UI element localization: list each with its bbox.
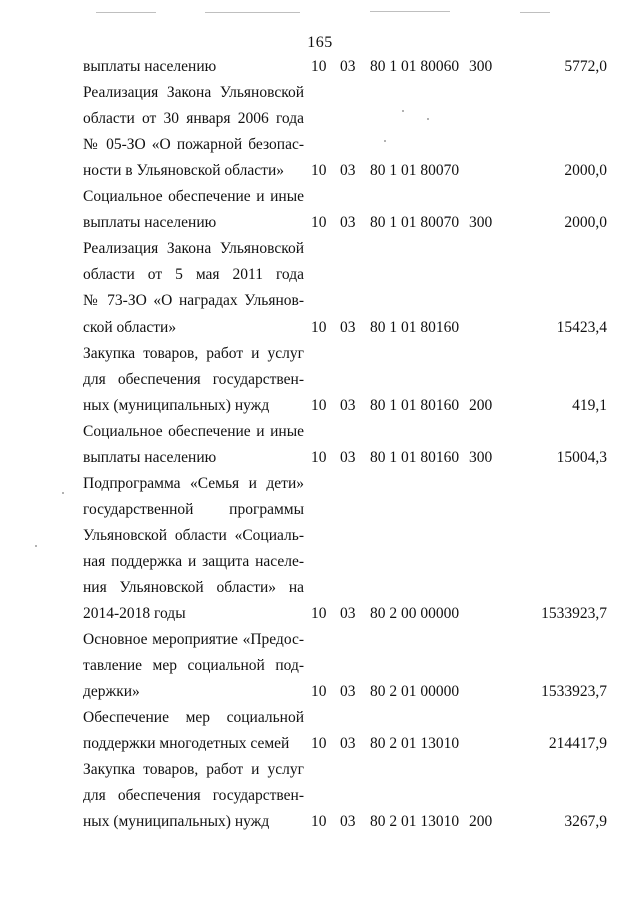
row-description: области от 5 мая 2011 года xyxy=(83,266,304,284)
scan-artifact xyxy=(96,12,156,13)
scan-artifact xyxy=(520,12,550,13)
row-description: Реализация Закона Ульяновской xyxy=(83,84,304,102)
subsection-code: 03 xyxy=(340,58,356,75)
row-description: для обеспечения государствен- xyxy=(83,370,304,388)
row-description: ности в Ульяновской области» xyxy=(83,162,284,180)
row-description: Подпрограмма «Семья и дети» xyxy=(83,474,304,492)
amount-value: 214417,9 xyxy=(548,735,607,753)
row-description: выплаты населению xyxy=(83,214,217,232)
table-row xyxy=(0,83,640,109)
target-article-code: 80 2 01 00000 xyxy=(370,683,460,701)
subsection-code: 03 xyxy=(340,318,356,336)
subsection-code: 03 xyxy=(340,448,356,466)
row-description: тавление мер социальной под- xyxy=(83,657,304,675)
row-description: государственной программы xyxy=(83,500,304,518)
table-row xyxy=(0,682,640,708)
row-description: выплаты населению xyxy=(83,58,217,75)
target-article-code: 80 2 00 00000 xyxy=(370,605,460,623)
table-row xyxy=(0,135,640,161)
target-article-code: 80 2 01 13010 xyxy=(370,813,460,831)
target-article-code: 80 1 01 80070 xyxy=(370,214,460,232)
table-row xyxy=(0,265,640,291)
expense-type-code: 300 xyxy=(469,58,493,75)
table-row xyxy=(0,474,640,500)
target-article-code: 80 1 01 80160 xyxy=(370,318,460,336)
subsection-code: 03 xyxy=(340,735,356,753)
table-row xyxy=(0,578,640,604)
table-row xyxy=(0,552,640,578)
row-description: 2014-2018 годы xyxy=(83,605,186,623)
row-description: держки» xyxy=(83,683,140,701)
section-code: 10 xyxy=(311,605,327,623)
table-row xyxy=(0,291,640,317)
subsection-code: 03 xyxy=(340,683,356,701)
table-row xyxy=(0,161,640,187)
section-code: 10 xyxy=(311,162,327,180)
scan-artifact xyxy=(205,12,300,13)
row-description: Основное мероприятие «Предос- xyxy=(83,631,304,649)
amount-value: 1533923,7 xyxy=(541,683,607,701)
table-row xyxy=(0,370,640,396)
table-row xyxy=(0,734,640,760)
row-description: Закупка товаров, работ и услуг xyxy=(83,344,304,362)
table-row xyxy=(0,500,640,526)
table-row xyxy=(0,187,640,213)
subsection-code: 03 xyxy=(340,605,356,623)
row-description: ской области» xyxy=(83,318,177,336)
row-description: ная поддержка и защита населе- xyxy=(83,552,304,570)
table-row xyxy=(0,422,640,448)
row-description: Ульяновской области «Социаль- xyxy=(83,526,304,544)
section-code: 10 xyxy=(311,683,327,701)
row-description: Закупка товаров, работ и услуг xyxy=(83,761,304,779)
subsection-code: 03 xyxy=(340,396,356,414)
expense-type-code: 200 xyxy=(469,396,493,414)
row-description: Обеспечение мер социальной xyxy=(83,709,304,727)
section-code: 10 xyxy=(311,735,327,753)
expense-type-code: 200 xyxy=(469,813,493,831)
table-row xyxy=(0,604,640,630)
amount-value: 1533923,7 xyxy=(541,605,607,623)
target-article-code: 80 1 01 80160 xyxy=(370,396,460,414)
amount-value: 2000,0 xyxy=(564,162,607,180)
table-row xyxy=(0,448,640,474)
table-row xyxy=(0,656,640,682)
table-row xyxy=(0,318,640,344)
target-article-code: 80 2 01 13010 xyxy=(370,735,460,753)
table-row xyxy=(0,396,640,422)
target-article-code: 80 1 01 80160 xyxy=(370,448,460,466)
target-article-code: 80 1 01 80070 xyxy=(370,162,460,180)
amount-value: 5772,0 xyxy=(564,58,607,75)
row-description: поддержки многодетных семей xyxy=(83,735,290,753)
subsection-code: 03 xyxy=(340,162,356,180)
row-description: ния Ульяновской области» на xyxy=(83,579,304,596)
table-row xyxy=(0,708,640,734)
row-description: выплаты населению xyxy=(83,448,217,466)
amount-value: 15423,4 xyxy=(556,318,607,336)
section-code: 10 xyxy=(311,214,327,232)
table-row xyxy=(0,57,640,83)
section-code: 10 xyxy=(311,58,327,75)
scan-artifact xyxy=(370,11,450,12)
target-article-code: 80 1 01 80060 xyxy=(370,58,460,75)
table-row xyxy=(0,239,640,265)
row-description: Социальное обеспечение и иные xyxy=(83,188,304,206)
subsection-code: 03 xyxy=(340,813,356,831)
row-description: ных (муниципальных) нужд xyxy=(83,396,270,414)
section-code: 10 xyxy=(311,318,327,336)
table-row xyxy=(0,812,640,838)
row-description: для обеспечения государствен- xyxy=(83,787,304,805)
row-description: Реализация Закона Ульяновской xyxy=(83,240,304,258)
row-description: ных (муниципальных) нужд xyxy=(83,813,270,831)
amount-value: 419,1 xyxy=(572,396,607,414)
table-row xyxy=(0,786,640,812)
subsection-code: 03 xyxy=(340,214,356,232)
section-code: 10 xyxy=(311,396,327,414)
row-description: № 73-ЗО «О наградах Ульянов- xyxy=(83,292,304,310)
section-code: 10 xyxy=(311,448,327,466)
amount-value: 15004,3 xyxy=(556,448,607,466)
table-row xyxy=(0,760,640,786)
row-description: области от 30 января 2006 года xyxy=(83,110,304,128)
amount-value: 3267,9 xyxy=(564,813,607,831)
page-number: 165 xyxy=(307,34,333,51)
row-description: № 05-ЗО «О пожарной безопас- xyxy=(83,136,304,154)
expense-type-code: 300 xyxy=(469,214,493,232)
section-code: 10 xyxy=(311,813,327,831)
table-row xyxy=(0,109,640,135)
amount-value: 2000,0 xyxy=(564,214,607,232)
table-row xyxy=(0,344,640,370)
table-row xyxy=(0,630,640,656)
row-description: Социальное обеспечение и иные xyxy=(83,422,304,440)
table-row xyxy=(0,526,640,552)
expense-type-code: 300 xyxy=(469,448,493,466)
table-row xyxy=(0,213,640,239)
